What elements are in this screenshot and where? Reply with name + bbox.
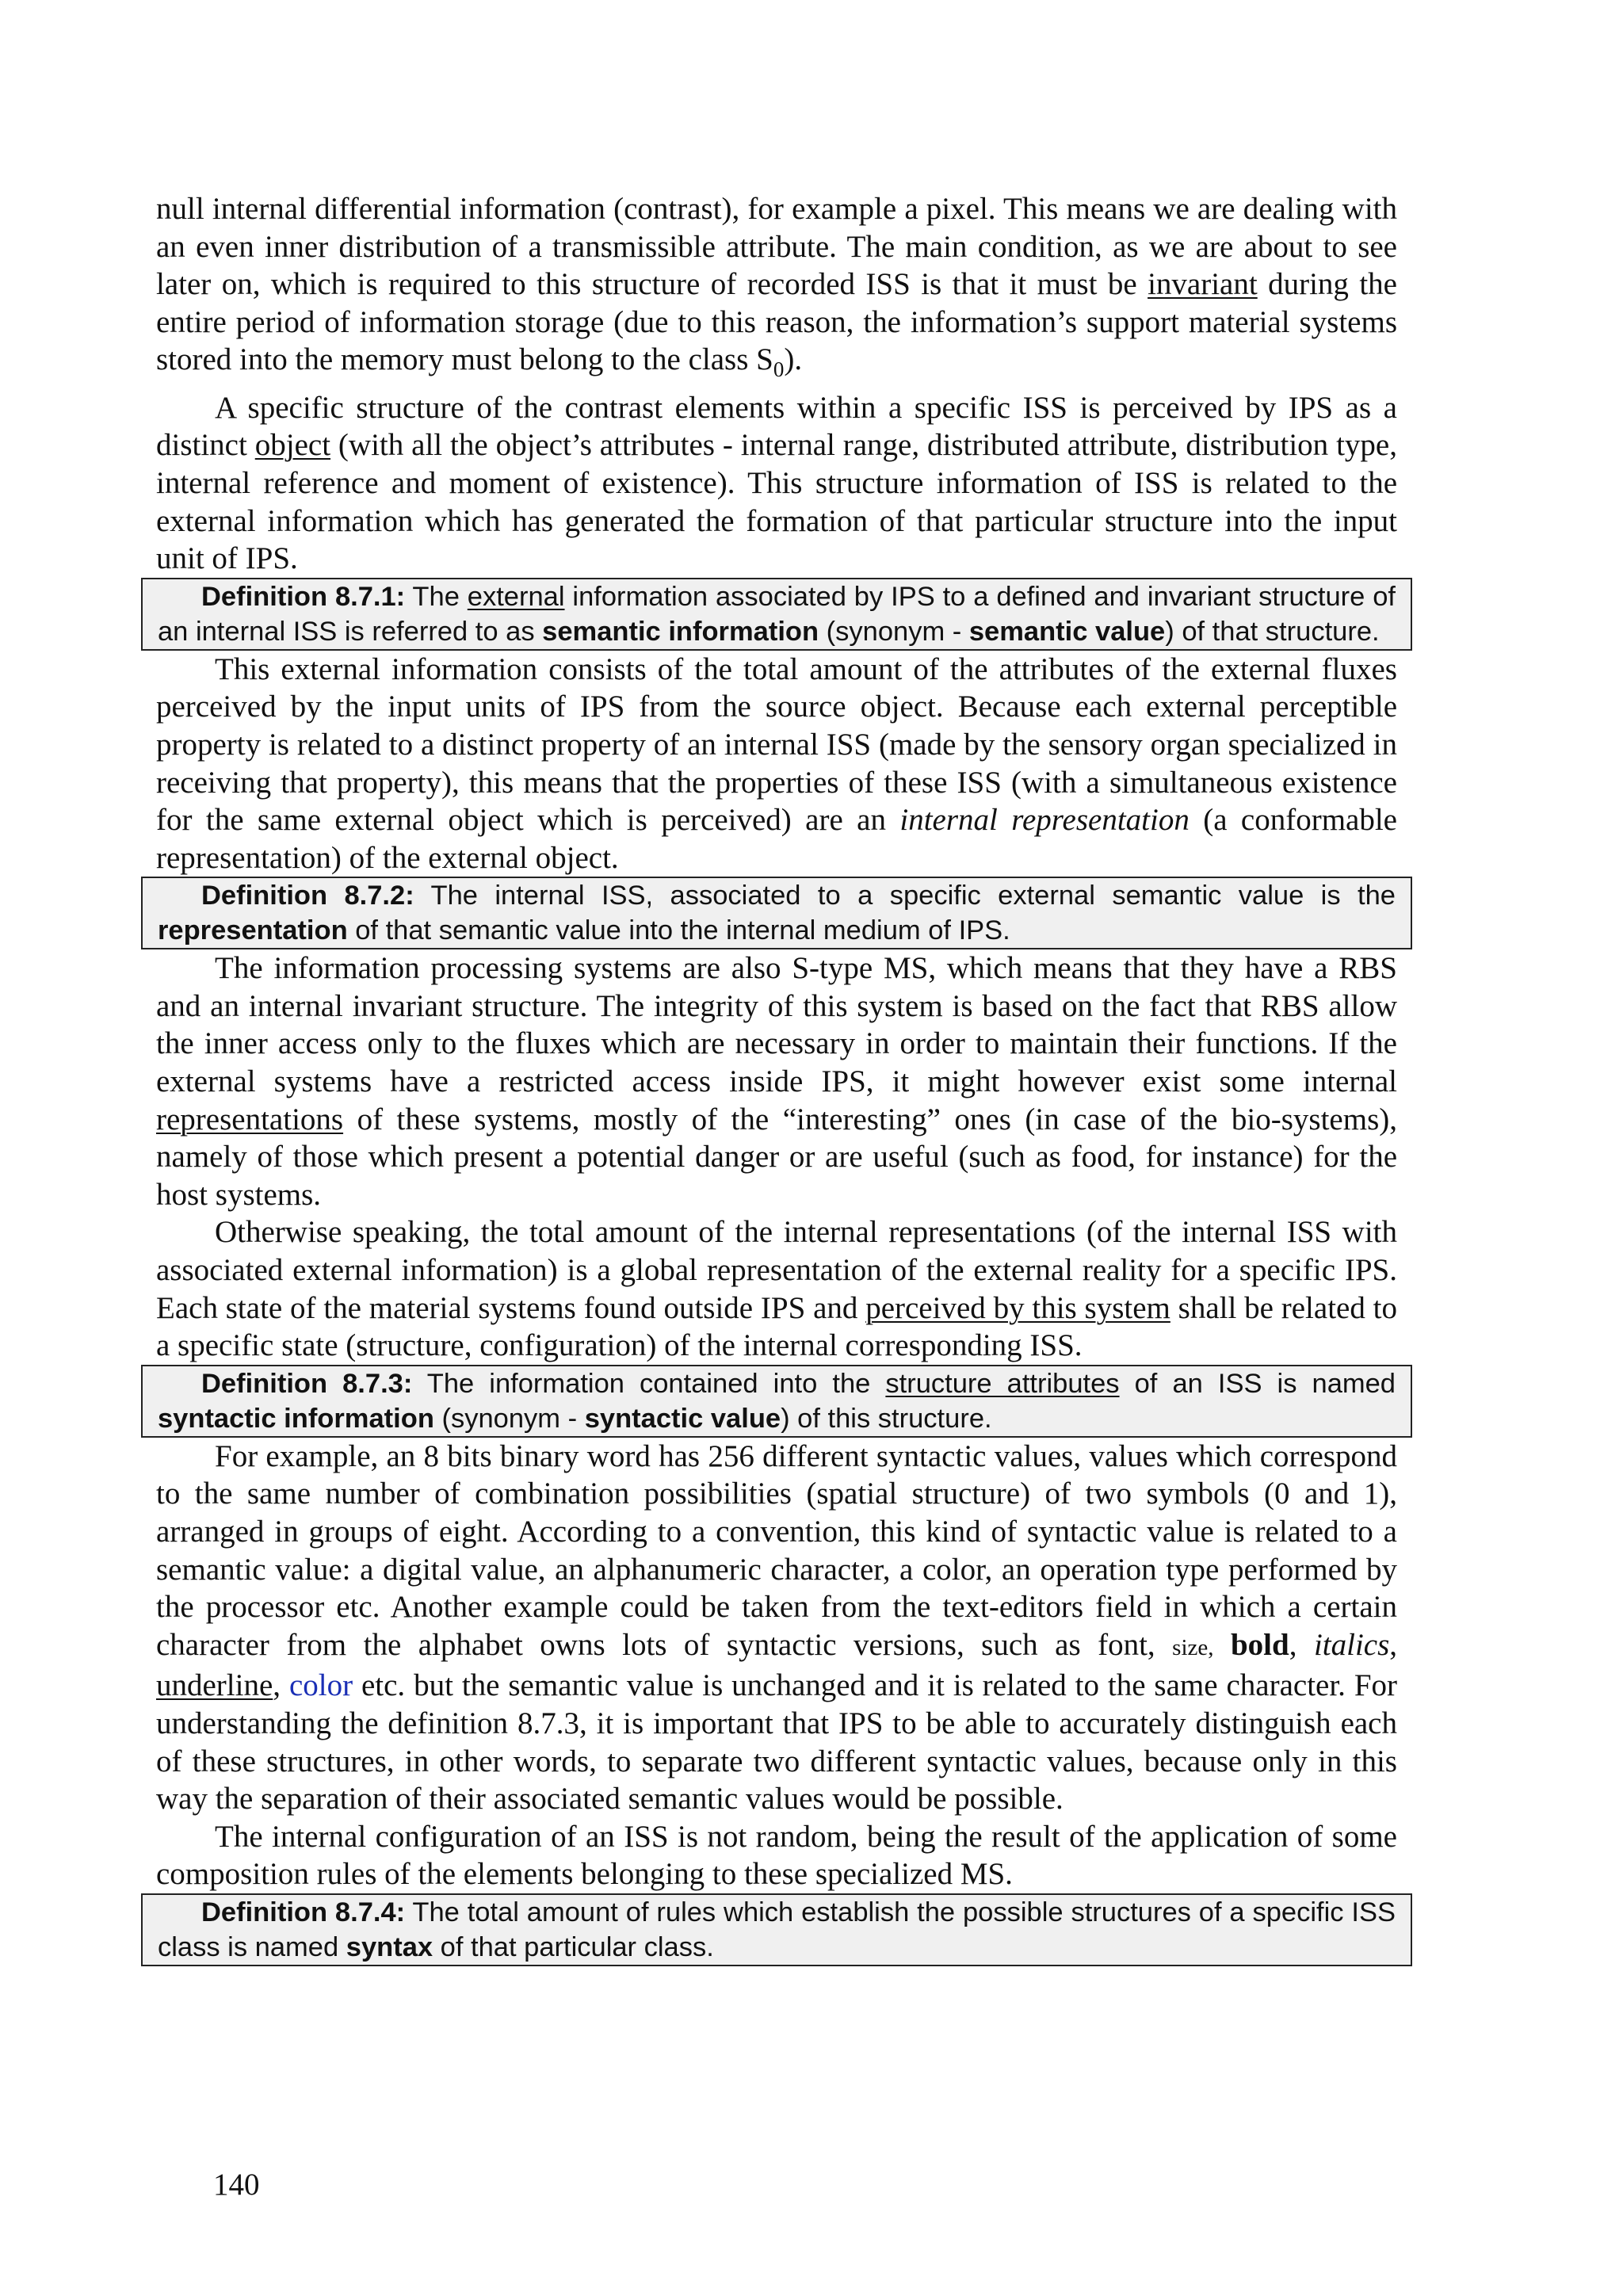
- italic-term: internal representation: [899, 803, 1190, 838]
- text-run: etc. but the semantic value is unchanged and it is related to the same character. For understanding the definition 8.7.3, it is important that IPS to be able to accurately distinguish each of these structures, in other words, to separate two different syntactic values, because only in this way the separation of their associated semantic values would be possible.: [156, 1668, 1398, 1817]
- bold-sample: bold: [1230, 1627, 1289, 1662]
- underlined-term: representations: [156, 1102, 344, 1137]
- paragraph-4: [156, 949, 1397, 1213]
- bold-term: syntactic information: [158, 1403, 434, 1434]
- text-run: The internal configuration of an ISS is not random, being the result of the application of some composition rules of the elements belonging to these specialized MS.: [156, 1819, 1397, 1892]
- text-run: Otherwise speaking, the total amount of the internal representations (of the internal ISS with associated external information) is a global representation of the external reality for a specific IPS. Each state of the material systems found outside IPS and: [156, 1215, 1397, 1325]
- text-run: during the entire period of information storage (due to this reason, the information’s support material systems stored into the memory must belong to the class S: [156, 267, 1397, 377]
- underlined-term: structure attributes: [885, 1368, 1120, 1399]
- bold-term: semantic information: [542, 616, 819, 647]
- text-run: ,: [273, 1668, 289, 1703]
- text-run: The internal ISS, associated to a specific external semantic value is the: [414, 881, 1396, 911]
- underlined-term: object: [254, 428, 331, 463]
- text-run: ,: [1389, 1627, 1398, 1662]
- text-run: of an ISS is named: [1119, 1368, 1396, 1399]
- underline-sample: underline: [156, 1668, 273, 1703]
- text-run: The: [405, 581, 468, 612]
- color-sample: color: [288, 1668, 353, 1703]
- text-run: (synonym -: [433, 1403, 585, 1434]
- underlined-term: perceived by this system: [865, 1290, 1170, 1325]
- small-size-sample: size,: [1172, 1634, 1214, 1660]
- text-run: A specific structure of the contrast elements within a specific ISS is perceived by IPS as a distinct: [156, 390, 1397, 463]
- subscript: 0: [773, 357, 785, 382]
- text-run: (synonym -: [819, 616, 969, 647]
- definition-heading: Definition 8.7.1:: [201, 581, 406, 612]
- text-run: (a conformable representation) of the external object.: [156, 803, 1397, 875]
- text-run: of that semantic value into the internal medium of IPS.: [347, 915, 1010, 946]
- definition-box-3: [141, 1365, 1412, 1438]
- paragraph-1: [156, 190, 1397, 389]
- paragraph-5: [156, 1213, 1397, 1364]
- bold-term: semantic value: [968, 616, 1166, 647]
- text-run: (with all the object’s attributes - internal range, distributed attribute, distribution type, internal reference and moment of existence). This structure information of ISS is related to the external information which has generated the formation of that particular structure into the input unit of IPS.: [156, 428, 1397, 576]
- definition-box-1: [141, 578, 1412, 651]
- text-run: ) of that structure.: [1165, 616, 1380, 647]
- text-run: of these systems, mostly of the “interesting” ones (in case of the bio-systems), namely of those which present a potential danger or are useful (such as food, for instance) for the host systems.: [156, 1102, 1397, 1212]
- text-run: ) of this structure.: [781, 1403, 992, 1434]
- text-run: The total amount of rules which establish the possible structures of a specific ISS class is named: [158, 1897, 1396, 1962]
- text-run: ,: [1289, 1627, 1314, 1662]
- paragraph-6: [156, 1438, 1397, 1818]
- definition-heading: Definition 8.7.4:: [201, 1897, 406, 1927]
- underlined-term: external: [467, 581, 565, 612]
- text-run: For example, an 8 bits binary word has 256 different syntactic values, values which correspond to the same number of combination possibilities (spatial structure) of two symbols (0 and 1), arranged in groups of eight. According to a convention, this kind of syntactic value is related to a semantic value: a digital value, an alphanumeric character, a color, an operation type performed by the processor etc. Another example could be taken from the text-editors field in which a certain character from the alphabet owns lots of syntactic versions, such as font,: [156, 1438, 1397, 1662]
- page-number: 140: [213, 2168, 260, 2202]
- text-run: null internal differential information (contrast), for example a pixel. This means we are dealing with an even inner distribution of a transmissible attribute. The main condition, as we are about to see later on, which is required to this structure of recorded ISS is that it must be: [156, 192, 1397, 302]
- paragraph-2: [156, 389, 1397, 578]
- text-run: shall be related to a specific state (structure, configuration) of the internal corresponding ISS.: [156, 1290, 1397, 1363]
- definition-heading: Definition 8.7.2:: [201, 881, 414, 911]
- definition-heading: Definition 8.7.3:: [201, 1368, 413, 1399]
- text-run: The information contained into the: [412, 1368, 886, 1399]
- bold-term: syntax: [346, 1931, 433, 1962]
- paragraph-3: [156, 651, 1397, 877]
- text-run: of that particular class.: [433, 1931, 714, 1962]
- definition-box-4: [141, 1893, 1412, 1966]
- text-run: The information processing systems are also S-type MS, which means that they have a RBS and an internal invariant structure. The integrity of this system is based on the fact that RBS allow the inner access only to the fluxes which are necessary in order to maintain their functions. If the external systems have a restricted access inside IPS, it might however exist some internal: [156, 951, 1397, 1099]
- bold-term: syntactic value: [584, 1403, 781, 1434]
- text-run: information associated by IPS to a defined and invariant structure of an internal ISS is referred to as: [158, 581, 1396, 647]
- definition-box-2: [141, 877, 1412, 949]
- text-run: [1214, 1628, 1231, 1662]
- underlined-term: invariant: [1148, 267, 1258, 302]
- text-run: This external information consists of the total amount of the attributes of the external fluxes perceived by the input units of IPS from the source object. Because each external perceptible property is related to a distinct property of an internal ISS (made by the sensory organ specialized in receiving that property), this means that the properties of these ISS (with a simultaneous existence for the same external object which is perceived) are an: [156, 651, 1397, 838]
- page-body: [156, 190, 1397, 1966]
- paragraph-7: [156, 1818, 1397, 1893]
- bold-term: representation: [158, 915, 348, 946]
- italic-sample: italics: [1313, 1627, 1390, 1662]
- text-run: ).: [784, 342, 803, 377]
